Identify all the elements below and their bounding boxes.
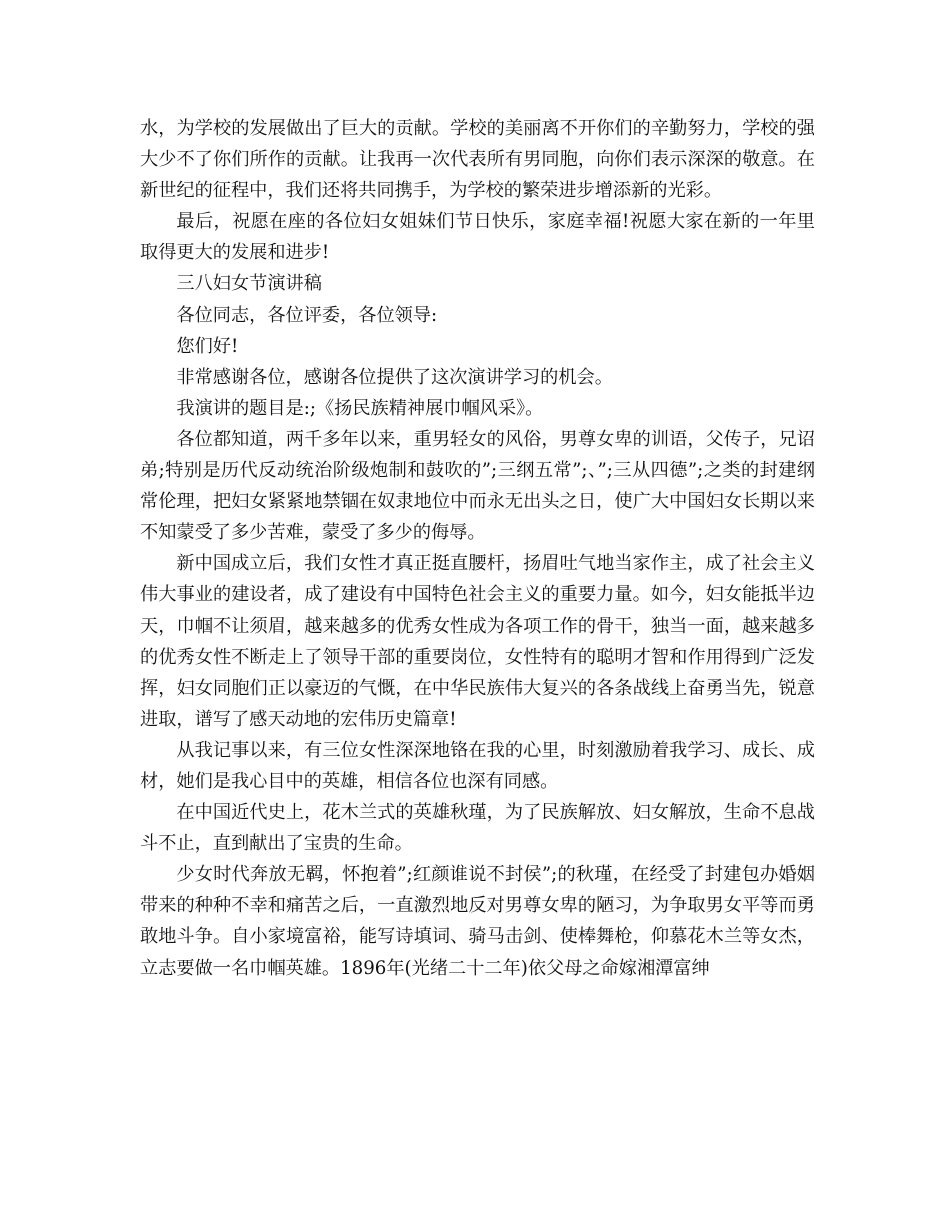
- paragraph-topic: 我演讲的题目是:;《扬民族精神展巾帼风采》。: [176, 397, 544, 419]
- document-body: [140, 113, 815, 984]
- speech-greeting: 您们好!: [176, 335, 239, 357]
- speech-title: 三八妇女节演讲稿: [176, 273, 322, 295]
- paragraph-thanks: 非常感谢各位，感谢各位提供了这次演讲学习的机会。: [176, 366, 613, 388]
- speech-salutation: 各位同志，各位评委，各位领导:: [176, 304, 438, 326]
- paragraph-continuation: 水，为学校的发展做出了巨大的贡献。学校的美丽离不开你们的辛勤努力，学校的强大少不了你们所作的贡献。让我再一次代表所有男同胞，向你们表示深深的敬意。在新世纪的征程中，我们还将共同携手，为学校的繁荣进步增添新的光彩。: [140, 118, 815, 202]
- paragraph-three-women: 从我记事以来，有三位女性深深地铬在我的心里，时刻激励着我学习、成长、成材，她们是我心目中的英雄，相信各位也深有同感。: [140, 739, 815, 792]
- paragraph-qiu-jin-intro: 在中国近代史上，花木兰式的英雄秋瑾，为了民族解放、妇女解放，生命不息战斗不止，直到献出了宝贵的生命。: [140, 802, 815, 855]
- paragraph-closing-wishes: 最后，祝愿在座的各位妇女姐妹们节日快乐，家庭幸福!祝愿大家在新的一年里取得更大的发展和进步!: [140, 211, 815, 264]
- paragraph-qiu-jin-youth: 少女时代奔放无羁，怀抱着”;红颜谁说不封侯”;的秋瑾，在经受了封建包办婚姻带来的种种不幸和痛苦之后，一直激烈地反对男尊女卑的陋习，为争取男女平等而勇敢地斗争。自小家境富裕，能写诗填词、骑马击剑、使棒舞枪，仰慕花木兰等女杰，立志要做一名巾帼英雄。1896年(光绪二十二年)依父母之命嫁湘潭富绅: [140, 864, 815, 979]
- paragraph-new-china: 新中国成立后，我们女性才真正挺直腰杆，扬眉吐气地当家作主，成了社会主义伟大事业的建设者，成了建设有中国特色社会主义的重要力量。如今，妇女能抵半边天，巾帼不让须眉，越来越多的优秀女性成为各项工作的骨干，独当一面，越来越多的优秀女性不断走上了领导干部的重要岗位，女性特有的聪明才智和作用得到广泛发挥，妇女同胞们正以豪迈的气慨，在中华民族伟大复兴的各条战线上奋勇当先，锐意进取，谱写了感天动地的宏伟历史篇章!: [140, 553, 815, 730]
- paragraph-history: 各位都知道，两千多年以来，重男轻女的风俗，男尊女卑的训语，父传子，兄诏弟;特别是历代反动统治阶级炮制和鼓吹的”;三纲五常”;、”;三从四德”;之类的封建纲常伦理，把妇女紧紧地禁锢在奴隶地位中而永无出头之日，使广大中国妇女长期以来不知蒙受了多少苦难，蒙受了多少的侮辱。: [140, 428, 815, 544]
